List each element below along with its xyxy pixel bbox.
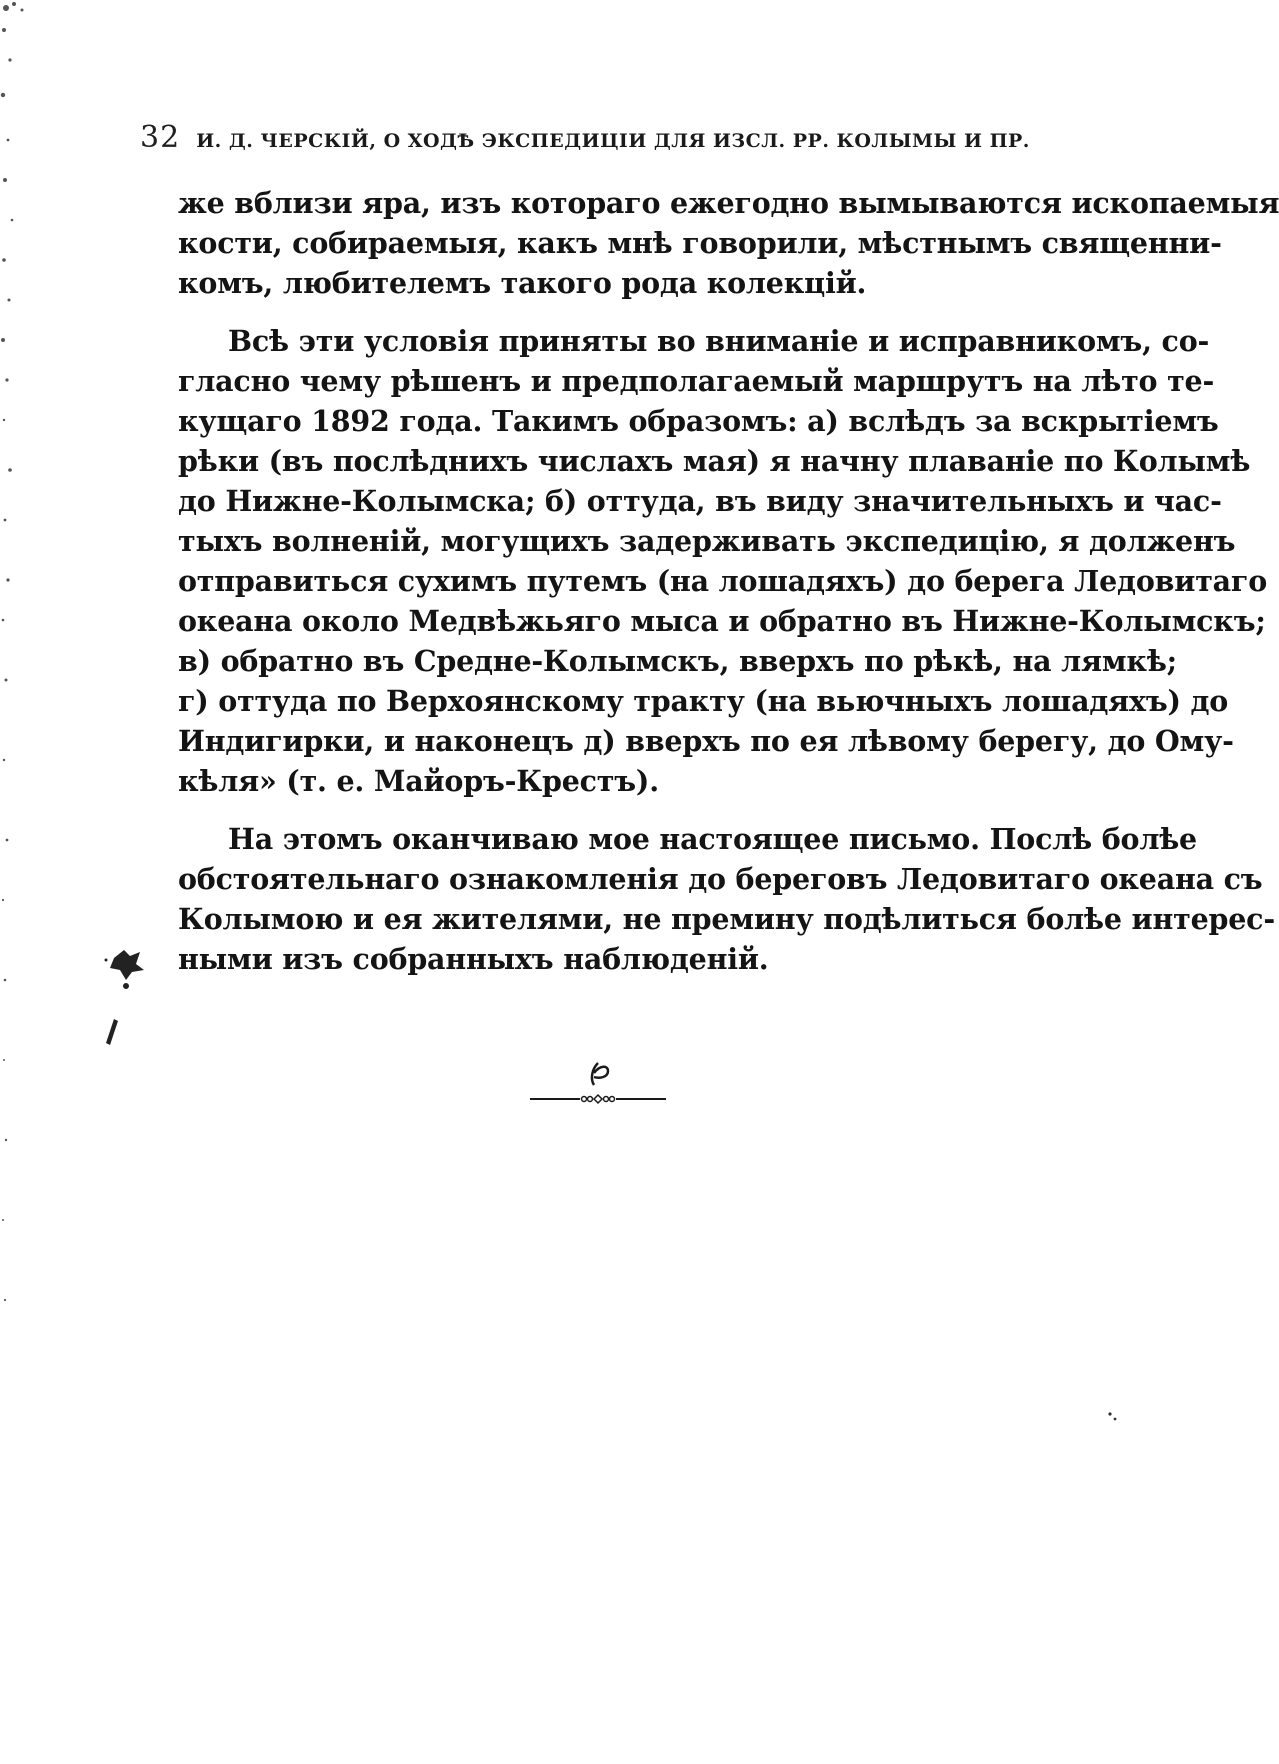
body-line: На этомъ оканчиваю мое настоящее письмо. Послѣ болѣе [228, 822, 1197, 856]
stray-mark-icon [1106, 1410, 1120, 1424]
body-line: Всѣ эти условія приняты во вниманіе и исправникомъ, со- [228, 324, 1210, 358]
body-line: Колымою и ея жителями, не премину подѣлиться болѣе интерес- [178, 902, 1275, 936]
ink-blot-icon [96, 940, 156, 1000]
body-line: в) обратно въ Средне-Колымскъ, вверхъ по рѣкѣ, на лямкѣ; [178, 644, 1177, 678]
body-line: отправиться сухимъ путемъ (на лошадяхъ) до берега Ледовитаго [178, 564, 1268, 598]
running-title: И. Д. ЧЕРСКІЙ, О ХОДѢ ЭКСПЕДИЦІИ ДЛЯ ИЗСЛ. РР. КОЛЫМЫ И ПР. [196, 130, 1030, 152]
body-line: океана около Медвѣжьяго мыса и обратно въ Нижне-Колымскъ; [178, 604, 1266, 638]
end-ornament-icon [528, 1055, 668, 1115]
body-line: кѣля» (т. е. Майоръ-Крестъ). [178, 764, 659, 798]
body-line: гласно чему рѣшенъ и предполагаемый маршрутъ на лѣто те- [178, 364, 1215, 398]
body-line: комъ, любителемъ такого рода колекцій. [178, 266, 867, 300]
body-line: тыхъ волненій, могущихъ задерживать экспедицію, я долженъ [178, 524, 1236, 558]
body-line: же вблизи яра, изъ котораго ежегодно вымываются ископаемыя [178, 186, 1279, 220]
body-line: до Нижне-Колымска; б) оттуда, въ виду значительныхъ и час- [178, 484, 1222, 518]
running-header [140, 120, 1034, 155]
body-line: рѣки (въ послѣднихъ числахъ мая) я начну плаваніе по Колымѣ [178, 444, 1251, 478]
page-number: 32 [140, 120, 181, 155]
body-line: Индигирки, и наконецъ д) вверхъ по ея лѣвому берегу, до Ому- [178, 724, 1234, 758]
body-line: кущаго 1892 года. Такимъ образомъ: а) вслѣдъ за вскрытіемъ [178, 404, 1219, 438]
body-line: обстоятельнаго ознакомленія до береговъ Ледовитаго океана съ [178, 862, 1263, 896]
body-line: кости, собираемыя, какъ мнѣ говорили, мѣстнымъ священни- [178, 226, 1222, 260]
ink-mark-icon [100, 1015, 124, 1055]
body-line: ными изъ собранныхъ наблюденій. [178, 942, 769, 976]
scan-edge-noise [0, 0, 60, 1400]
body-text [178, 183, 1279, 979]
body-line: г) оттуда по Верхоянскому тракту (на вьючныхъ лошадяхъ) до [178, 684, 1229, 718]
